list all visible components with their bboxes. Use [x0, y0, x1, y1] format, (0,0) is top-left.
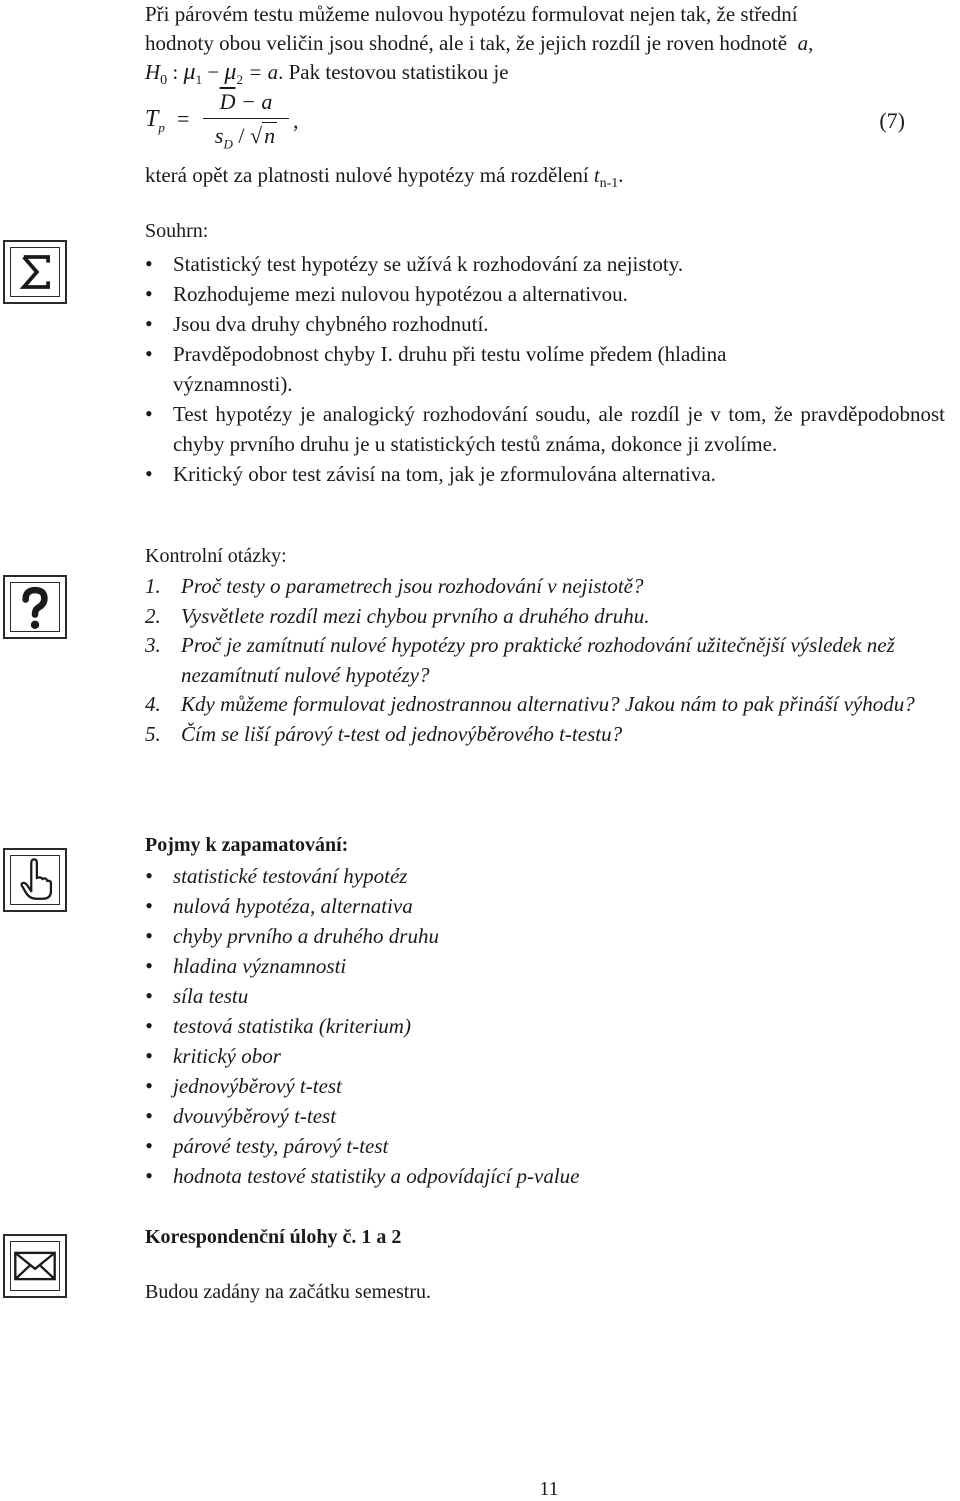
formula-comma: , — [293, 108, 299, 133]
terms-heading: Pojmy k zapamatování: — [145, 834, 349, 856]
intro-line-2: hodnoty obou veličin jsou shodné, ale i tak, že jejich rozdíl je roven hodnotě a, — [145, 31, 814, 55]
terms-list — [145, 861, 945, 1191]
list-item: 2. Vysvětlete rozdíl mezi chybou prvního a druhého druhu. — [145, 603, 650, 628]
summary-heading: Souhrn: — [145, 220, 209, 242]
fraction-bar — [203, 118, 289, 119]
list-item: 5. Čím se liší párový t-test od jednovýběrového t-testu? — [145, 721, 623, 746]
formula-denominator: $s_D / √n$ — [214, 123, 276, 152]
formula-fraction — [203, 88, 289, 158]
after-formula-text: která opět za platnosti nulové hypotézy má rozdělení $t_{n-1}$. — [145, 163, 624, 192]
correspondence-heading: Korespondenční úlohy č. 1 a 2 — [145, 1226, 402, 1248]
list-item: • testová statistika (kriterium) — [145, 1011, 945, 1041]
formula-7 — [145, 88, 905, 158]
intro-line-1: Při párovém testu můžeme nulovou hypotézu formulovat nejen tak, že střední — [145, 2, 798, 26]
list-item: • dvouvýběrový t-test — [145, 1101, 945, 1131]
list-item: • kritický obor — [145, 1041, 945, 1071]
formula-equals: = — [177, 106, 190, 131]
questions-heading: Kontrolní otázky: — [145, 545, 287, 567]
list-item: • hladina významnosti — [145, 951, 945, 981]
list-item: 4. Kdy můžeme formulovat jednostrannou alternativu? Jakou nám to pak přináší výhodu? — [145, 692, 915, 716]
sigma-icon — [3, 240, 67, 304]
list-item: 1. Proč testy o parametrech jsou rozhodování v nejistotě? — [145, 574, 644, 598]
intro-paragraph — [145, 0, 945, 95]
summary-list — [145, 249, 945, 489]
list-item: • hodnota testové statistiky a odpovídající p-value — [145, 1161, 945, 1191]
list-item: • Statistický test hypotézy se užívá k rozhodování za nejistoty. — [145, 249, 945, 279]
list-item: 3. Proč je zamítnutí nulové hypotézy pro praktické rozhodování užitečnější výsledek než nezamítnutí nulové hypotézy? — [145, 633, 895, 687]
list-item: • síla testu — [145, 981, 945, 1011]
page-number: 11 — [539, 1478, 559, 1500]
question-mark-icon — [3, 575, 67, 639]
list-item: • chyby prvního a druhého druhu — [145, 921, 945, 951]
list-item: • nulová hypotéza, alternativa — [145, 891, 945, 921]
list-item: • Pravděpodobnost chyby I. druhu při testu volíme předem (hladina významnosti). — [145, 339, 945, 399]
correspondence-text: Budou zadány na začátku semestru. — [145, 1281, 432, 1303]
list-item: • statistické testování hypotéz — [145, 861, 945, 891]
equation-number: (7) — [879, 108, 905, 133]
list-item: • Rozhodujeme mezi nulovou hypotézou a alternativou. — [145, 279, 945, 309]
list-item: • jednovýběrový t-test — [145, 1071, 945, 1101]
list-item: • Jsou dva druhy chybného rozhodnutí. — [145, 309, 945, 339]
formula-numerator: $\overline{D} - a$ — [219, 89, 273, 114]
pointing-finger-icon — [3, 848, 67, 912]
intro-line-3: $H_0$ : $\mu_1 - \mu_2 = a$. Pak testovou statistikou je — [145, 59, 509, 89]
formula-lhs: $T_p$ — [145, 106, 165, 135]
questions-list — [145, 572, 945, 749]
list-item: • Test hypotézy je analogický rozhodování soudu, ale rozdíl je v tom, že pravděpodobnost chyby prvního druhu je u statistických testů známa, dokonce ji zvolíme. — [145, 399, 945, 459]
envelope-icon — [3, 1234, 67, 1298]
list-item: • Kritický obor test závisí na tom, jak je zformulována alternativa. — [145, 459, 945, 489]
list-item: • párové testy, párový t-test — [145, 1131, 945, 1161]
